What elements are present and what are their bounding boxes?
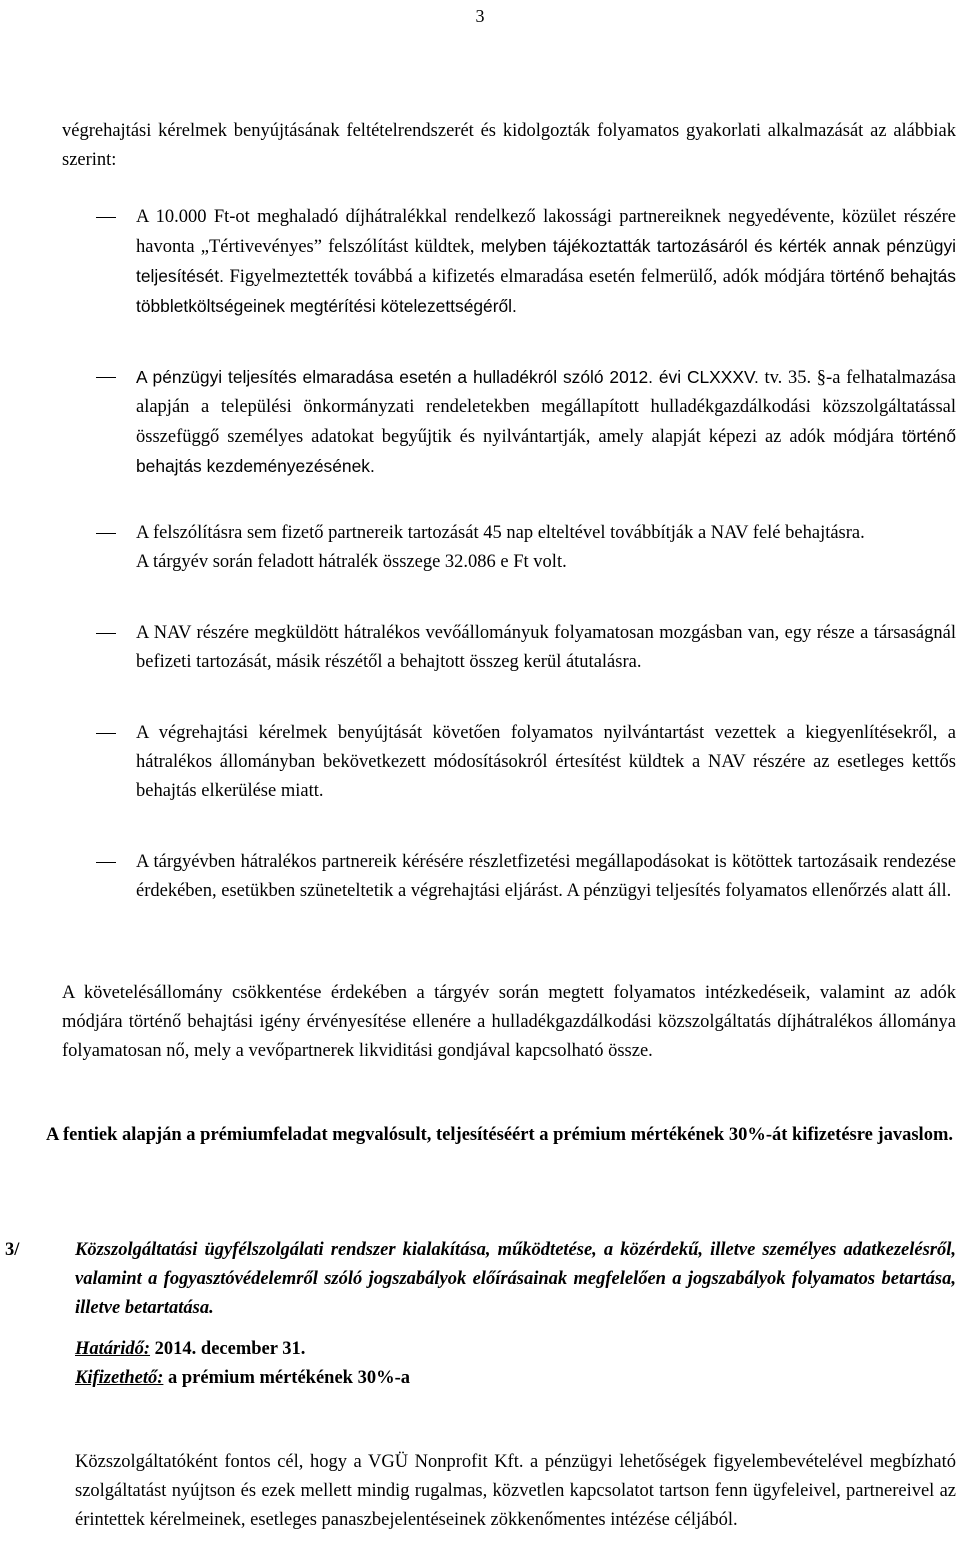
- list-item: [96, 519, 956, 577]
- list-item-text-extra: A tárgyév során feladott hátralék összege 32.086 e Ft volt.: [136, 552, 567, 572]
- list-item-text-part: A felszólításra sem fizető partnereik tartozását 45 nap elteltével továbbítják a NAV felé behajtásra.: [136, 523, 865, 543]
- list-item-text-part: történő behajtás kezdeményezésének.: [136, 426, 956, 476]
- list-item: [96, 619, 956, 677]
- deadline-value: 2014. december 31.: [150, 1339, 306, 1359]
- list-item-text-part: tv. 35. §-a felhatalmazása alapján a települési önkormányzati rendeletekben megállapított hulladékgazdálkodási közszolgáltatással összefüggő személyes adatokat begyűjtik és nyilvántartják, amely alapját képezi az adók módjára: [136, 368, 956, 447]
- payable-label: Kifizethető:: [75, 1368, 164, 1388]
- paragraph: Közszolgáltatóként fontos cél, hogy a VGÜ Nonprofit Kft. a pénzügyi lehetőségek figyelembevételével megbízható szolgáltatást nyújtson és ezek mellett mindig rugalmas, közvetlen kapcsolatot tartson fenn ügyfeleivel, partnereivel az érintettek kérelmeinek, esetleges panaszbejelentéseinek zökkenőmentes intézése céljából.: [75, 1452, 956, 1530]
- dash-bullet-icon: [96, 533, 116, 534]
- conclusion-paragraph: A fentiek alapján a prémiumfeladat megvalósult, teljesítéséért a prémium mértékének 30%-át kifizetésre javaslom.: [46, 1125, 953, 1145]
- list-item-text-part: Figyelmeztették továbbá a kifizetés elmaradása esetén felmerülő, adók módjára: [223, 267, 831, 287]
- list-item: [96, 719, 956, 806]
- list-item-text-part: A 10.000 Ft-ot meghaladó díjhátralékkal rendelkező lakossági partnereiknek negyedévente, közület részére havonta „Tértivevényes” felszólítást küldtek,: [136, 207, 956, 257]
- dash-bullet-icon: [96, 217, 116, 218]
- list-item: [96, 203, 956, 322]
- paragraph: A követelésállomány csökkentése érdekében a tárgyév során megtett folyamatos intézkedéseik, valamint az adók módjára történő behajtási igény érvényesítése ellenére a hulladékgazdálkodási közszolgáltatás díjhátralékos állománya folyamatosan nő, mely a vevőpartnerek likviditási gondjával kapcsolható össze.: [62, 983, 956, 1061]
- list-item-text-part: történő behajtás többletköltségeinek megtérítési kötelezettségéről.: [136, 266, 956, 316]
- list-item-text: [136, 519, 956, 577]
- list-item-text-part: A pénzügyi teljesítés elmaradása esetén a hulladékról szóló 2012. évi CLXXXV.: [136, 367, 759, 387]
- list-item-text: A végrehajtási kérelmek benyújtását követően folyamatos nyilvántartást vezettek a kiegyenlítésekről, a hátralékos állományban bekövetkezett módosításokról értesítést küldtek a NAV részére az esetleges kettős behajtás elkerülése miatt.: [136, 723, 956, 801]
- payable-line: [75, 1364, 410, 1393]
- section-number: 3/: [5, 1240, 20, 1260]
- list-item-text: A tárgyévben hátralékos partnereik kérésére részletfizetési megállapodásokat is kötöttek tartozásaik rendezése érdekében, esetükben szüneteltetik a végrehajtási eljárást. A pénzügyi teljesítés folyamatos ellenőrzés alatt áll.: [136, 852, 956, 901]
- dash-bullet-icon: [96, 733, 116, 734]
- list-item-text: [136, 203, 956, 322]
- list-item-text: [136, 363, 956, 482]
- payable-value: a prémium mértékének 30%-a: [163, 1368, 411, 1388]
- list-item-text: A NAV részére megküldött hátralékos vevőállományuk folyamatosan mozgásban van, egy része a társaságnál befizeti tartozását, másik részétől a behajtott összeg kerül átutalásra.: [136, 623, 956, 672]
- section-title: Közszolgáltatási ügyfélszolgálati rendszer kialakítása, működtetése, a közérdekű, illetve személyes adatkezelésről, valamint a fogyasztóvédelemről szóló jogszabályok előírásainak megfelelően a jogszabályok folyamatos betartása, illetve betartatása.: [75, 1240, 956, 1318]
- list-item-text-part: melyben tájékoztatták tartozásáról és kérték annak pénzügyi teljesítését.: [136, 236, 956, 286]
- intro-paragraph: végrehajtási kérelmek benyújtásának feltételrendszerét és kidolgozták folyamatos gyakorlati alkalmazását az alábbiak szerint:: [62, 121, 956, 170]
- deadline-label: Határidő:: [75, 1339, 151, 1359]
- dash-bullet-icon: [96, 633, 116, 634]
- list-item: [96, 848, 956, 906]
- page-number: 3: [475, 6, 485, 26]
- list-item: [96, 363, 956, 482]
- dash-bullet-icon: [96, 862, 116, 863]
- dash-bullet-icon: [96, 377, 116, 378]
- deadline-line: [75, 1335, 305, 1364]
